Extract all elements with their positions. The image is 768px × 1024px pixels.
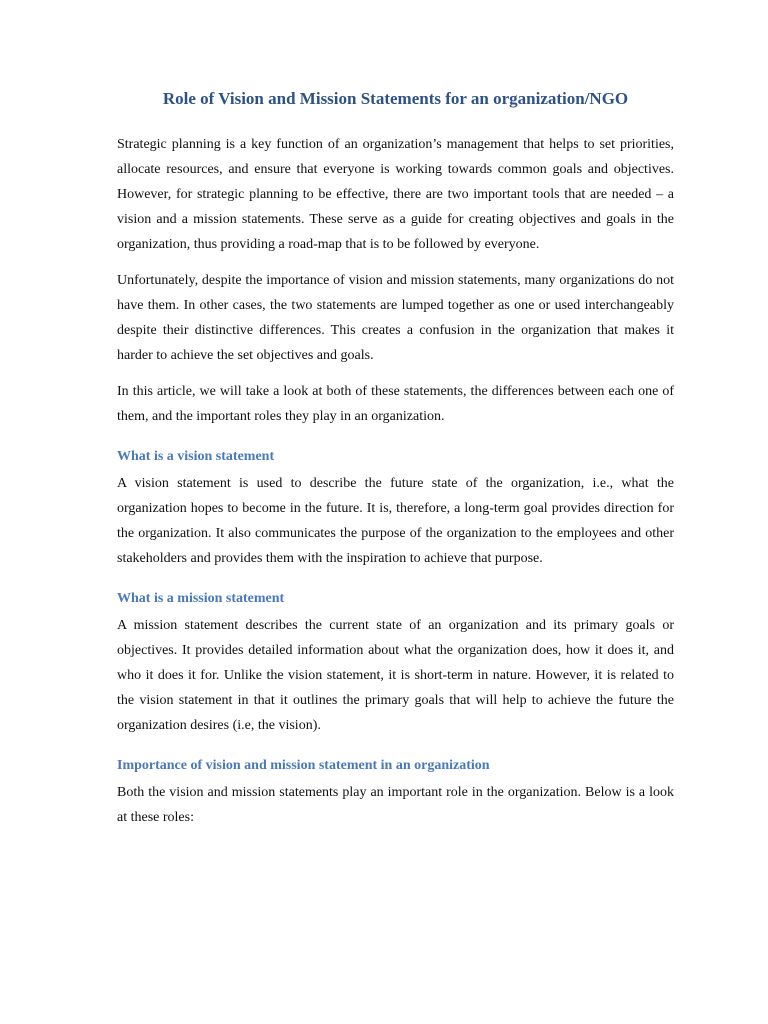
intro-paragraph-1: Strategic planning is a key function of an organization’s management that helps to set priorities, allocate resources, and ensure that everyone is working towards common goals and objectives. However, for strategic planning to be effective, there are two important tools that are needed – a vision and a mission statements. These serve as a guide for creating objectives and goals in the organization, thus providing a road-map that is to be followed by everyone.: [117, 137, 674, 252]
section-body-mission: A mission statement describes the current state of an organization and its primary goals or objectives. It provides detailed information about what the organization does, how it does it, and who it does it for. Unlike the vision statement, it is short-term in nature. However, it is related to the vision statement in that it outlines the primary goals that will help to achieve the future the organization desires (i.e, the vision).: [117, 618, 674, 733]
section-importance: [117, 755, 674, 830]
intro-paragraph-3: In this article, we will take a look at both of these statements, the differences between each one of them, and the important roles they play in an organization.: [117, 384, 674, 424]
intro-paragraph-2: Unfortunately, despite the importance of vision and mission statements, many organizations do not have them. In other cases, the two statements are lumped together as one or used interchangeably despite their distinctive differences. This creates a confusion in the organization that makes it harder to achieve the set objectives and goals.: [117, 273, 674, 363]
section-body-importance: Both the vision and mission statements play an important role in the organization. Below is a look at these roles:: [117, 785, 674, 825]
section-heading-importance: Importance of vision and mission statement in an organization: [117, 758, 490, 773]
section-heading-mission: What is a mission statement: [117, 591, 285, 606]
document-title: Role of Vision and Mission Statements for an organization/NGO: [162, 89, 629, 108]
document-page: [117, 88, 674, 830]
section-heading-vision: What is a vision statement: [117, 449, 275, 464]
section-body-vision: A vision statement is used to describe the future state of the organization, i.e., what the organization hopes to become in the future. It is, therefore, a long-term goal provides direction for the organization. It also communicates the purpose of the organization to the employees and other stakeholders and provides them with the inspiration to achieve that purpose.: [117, 476, 674, 566]
section-vision-statement: [117, 446, 674, 571]
section-mission-statement: [117, 588, 674, 738]
